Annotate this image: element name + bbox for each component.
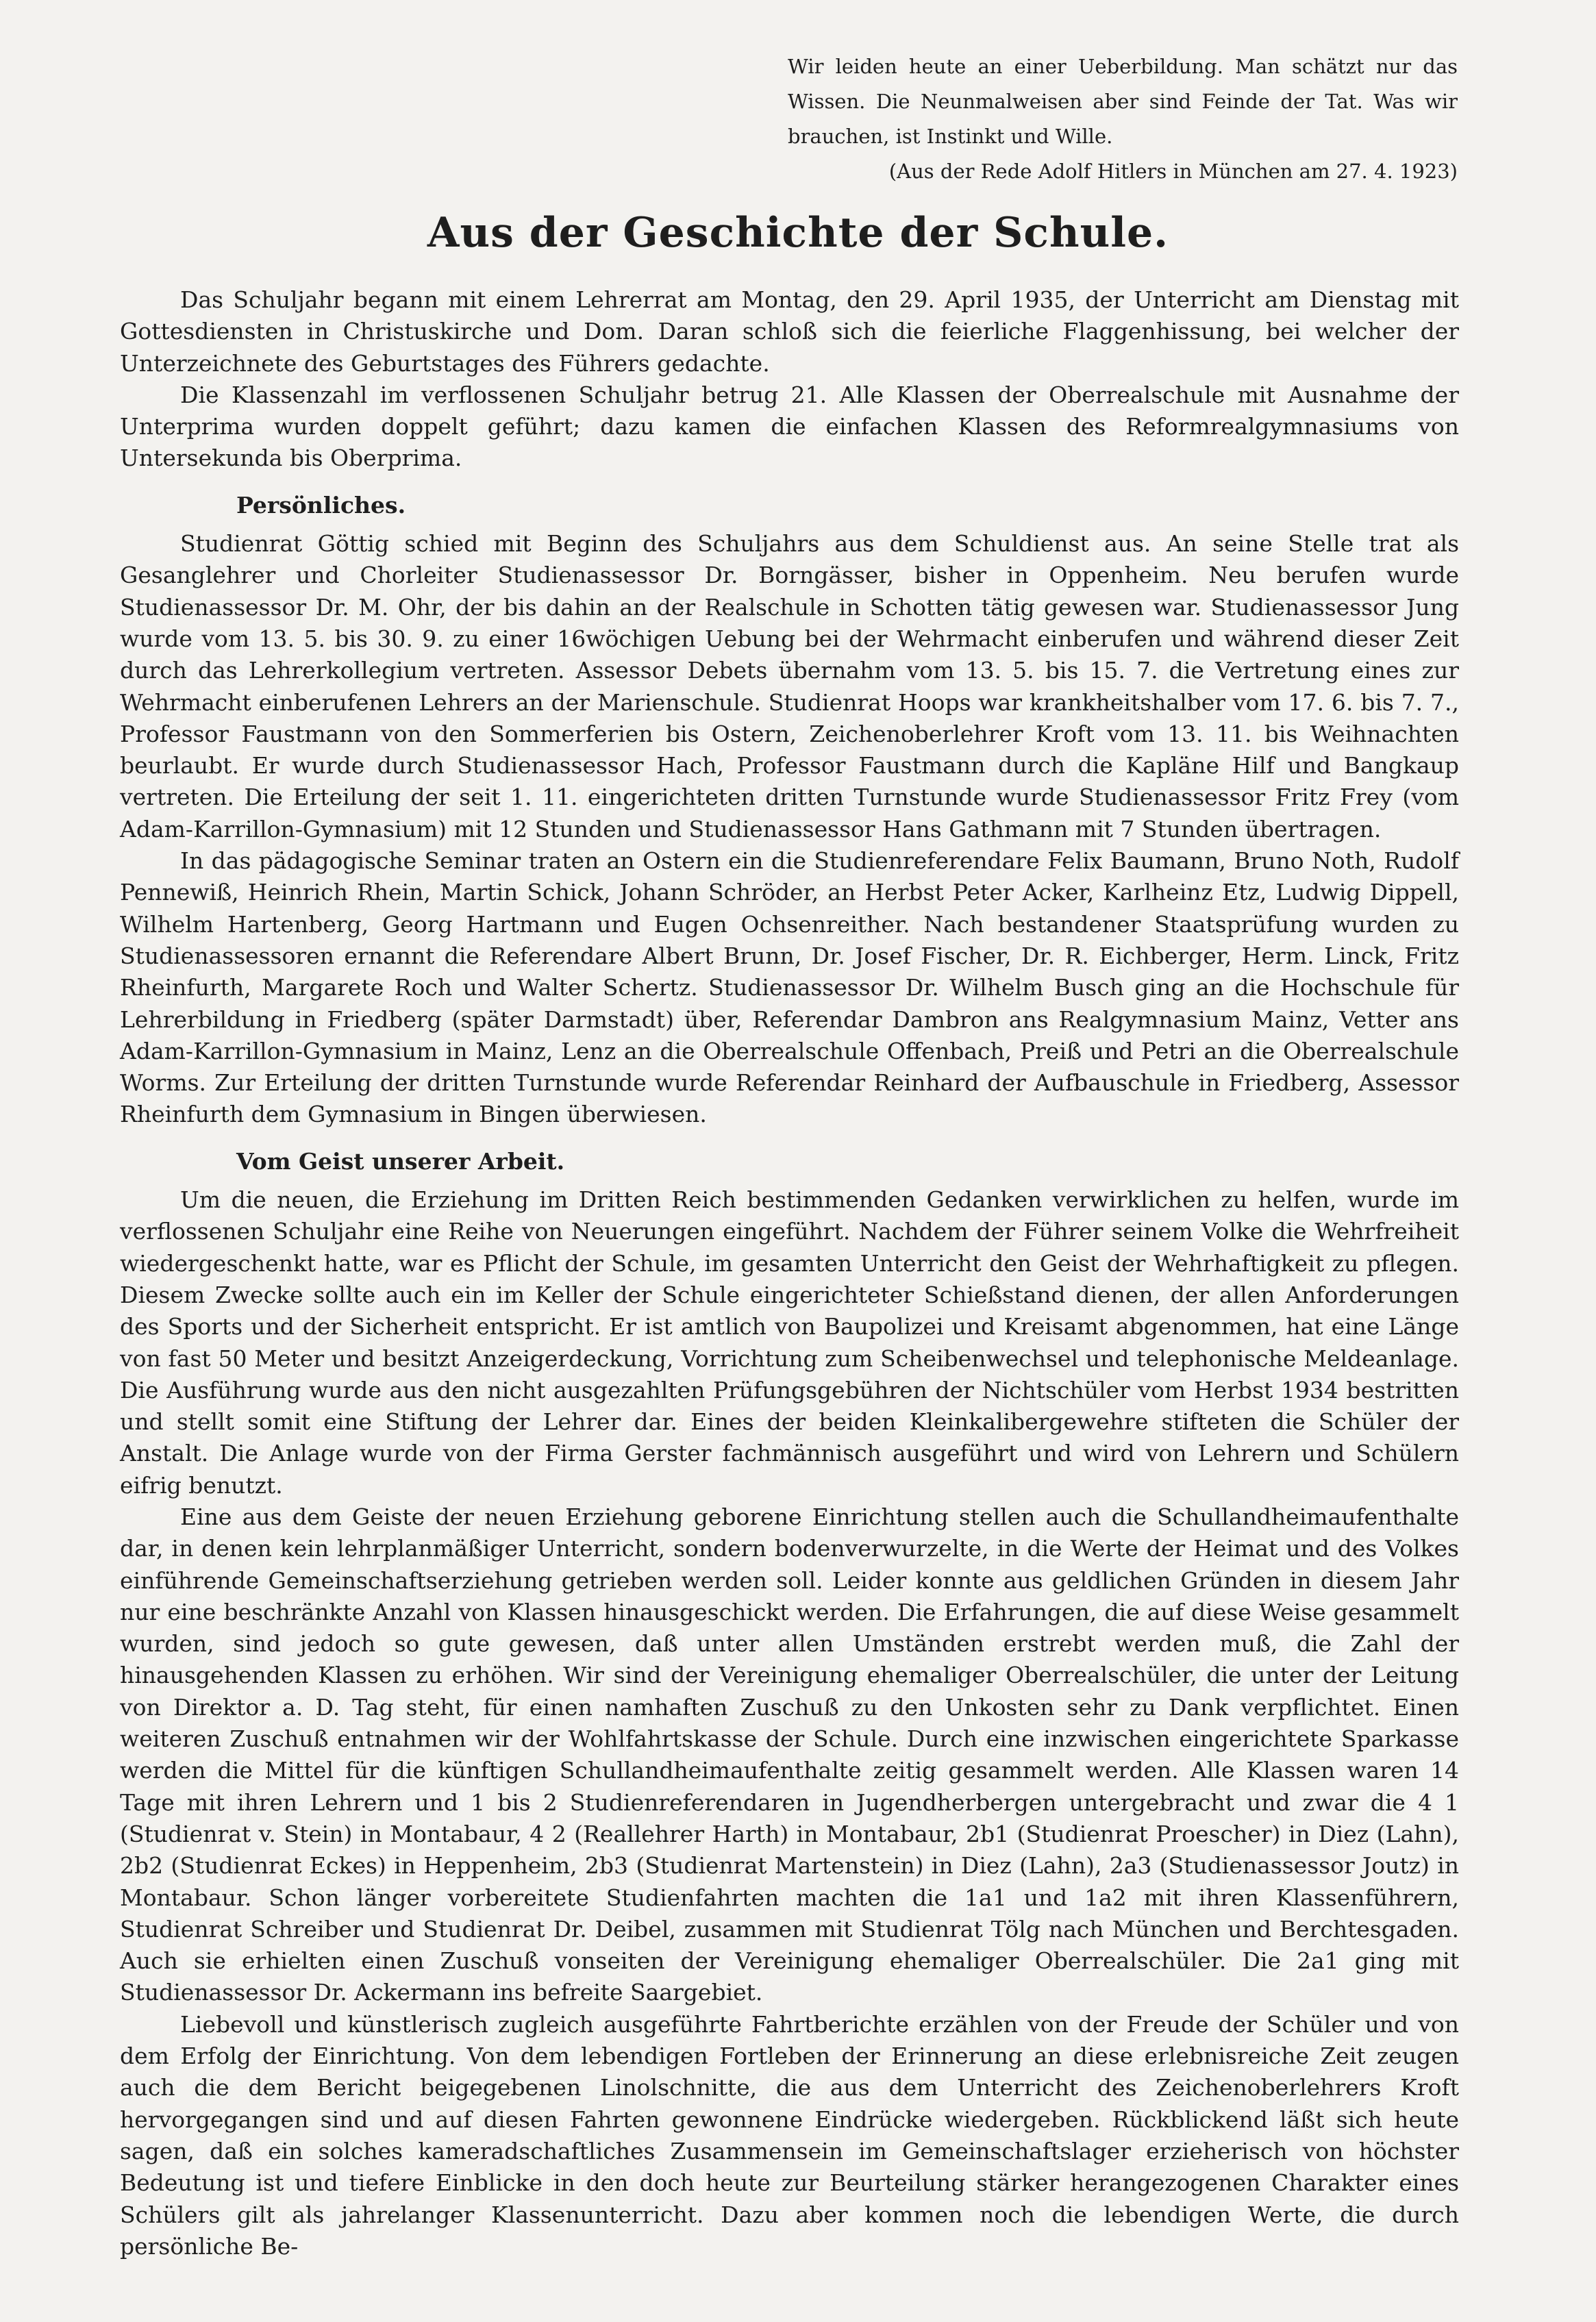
section-heading-personal: Persönliches. bbox=[236, 491, 406, 519]
section-paragraph: Liebevoll und künstlerisch zugleich ausgeführte Fahrtberichte erzählen von der Freude der Schüler und von dem Erfolg der Einrichtung. Von dem lebendigen Fortleben der Erinnerung an diese erlebnisreiche Zeit zeugen auch die dem Bericht beigegebenen Linolschnitte, die aus dem Unterricht des Zeichenoberlehrers Kroft hervorgegangen sind und auf diesen Fahrten gewonnene Eindrücke wiedergeben. Rückblickend läßt sich heute sagen, daß ein solches kameradschaftliches Zusammensein im Gemeinschaftslager erzieherisch von höchster Bedeutung ist und tiefere Einblicke in den doch heute zur Beurteilung stärker herangezogenen Charakter eines Schülers gilt als jahrelanger Klassenunterricht. Dazu aber kommen noch die lebendigen Werte, die durch persönliche Be- bbox=[120, 2010, 1459, 2260]
quote-text: Wir leiden heute an einer Ueberbildung. Man schätzt nur das Wissen. Die Neunmalweisen aber sind Feinde der Tat. Was wir brauchen, ist Instinkt und Wille. bbox=[788, 55, 1458, 148]
section-paragraph: Eine aus dem Geiste der neuen Erziehung geborene Einrichtung stellen auch die Schullandheimaufenthalte dar, in denen kein lehrplanmäßiger Unterricht, sondern bodenverwurzelte, in die Werte der Heimat und des Volkes einführende Gemeinschaftserziehung getrieben werden soll. Leider konnte aus geldlichen Gründen in diesem Jahr nur eine beschränkte Anzahl von Klassen hinausgeschickt werden. Die Erfahrungen, die auf diese Weise gesammelt wurden, sind jedoch so gute gewesen, daß unter allen Umständen erstrebt werden muß, die Zahl der hinausgehenden Klassen zu erhöhen. Wir sind der Vereinigung ehemaliger Oberrealschüler, die unter der Leitung von Direktor a. D. Tag steht, für einen namhaften Zuschuß zu den Unkosten sehr zu Dank verpflichtet. Einen weiteren Zuschuß entnahmen wir der Wohlfahrtskasse der Schule. Durch eine inzwischen eingerichtete Sparkasse werden die Mittel für die künftigen Schullandheimaufenthalte zeitig gesammelt werden. Alle Klassen waren 14 Tage mit ihren Lehrern und 1 bis 2 Studienreferendaren in Jugendherbergen untergebracht und zwar die 4 1 (Studienrat v. Stein) in Montabaur, 4 2 (Reallehrer Harth) in Montabaur, 2b1 (Studienrat Proescher) in Diez (Lahn), 2b2 (Studienrat Eckes) in Heppenheim, 2b3 (Studienrat Martenstein) in Diez (Lahn), 2a3 (Studienassessor Joutz) in Montabaur. Schon länger vorbereitete Studienfahrten machten die 1a1 und 1a2 mit ihren Klassenführern, Studienrat Schreiber und Studienrat Dr. Deibel, zusammen mit Studienrat Tölg nach München und Berchtesgaden. Auch sie erhielten einen Zuschuß vonseiten der Vereinigung ehemaliger Oberrealschüler. Die 2a1 ging mit Studienassessor Dr. Ackermann ins befreite Saargebiet. bbox=[120, 1503, 1459, 2006]
section-paragraph: Um die neuen, die Erziehung im Dritten Reich bestimmenden Gedanken verwirklichen zu helfen, wurde im verflossenen Schuljahr eine Reihe von Neuerungen eingeführt. Nachdem der Führer seinem Volke die Wehrfreiheit wiedergeschenkt hatte, war es Pflicht der Schule, im gesamten Unterricht den Geist der Wehrhaftigkeit zu pflegen. Diesem Zwecke sollte auch ein im Keller der Schule eingerichteter Schießstand dienen, der allen Anforderungen des Sports und der Sicherheit entspricht. Er ist amtlich von Baupolizei und Kreisamt abgenommen, hat eine Länge von fast 50 Meter und besitzt Anzeigerdeckung, Vorrichtung zum Scheibenwechsel und telephonische Meldeanlage. Die Ausführung wurde aus den nicht ausgezahlten Prüfungsgebühren der Nichtschüler vom Herbst 1934 bestritten und stellt somit eine Stiftung der Lehrer dar. Eines der beiden Kleinkalibergewehre stifteten die Schüler der Anstalt. Die Anlage wurde von der Firma Gerster fachmännisch ausgeführt und wird von Lehrern und Schülern eifrig benutzt. bbox=[120, 1186, 1459, 1499]
section-paragraph: In das pädagogische Seminar traten an Ostern ein die Studienreferendare Felix Baumann, Bruno Noth, Rudolf Pennewiß, Heinrich Rhein, Martin Schick, Johann Schröder, an Herbst Peter Acker, Karlheinz Etz, Ludwig Dippell, Wilhelm Hartenberg, Georg Hartmann und Eugen Ochsenreither. Nach bestandener Staatsprüfung wurden zu Studienassessoren ernannt die Referendare Albert Brunn, Dr. Josef Fischer, Dr. R. Eichberger, Herm. Linck, Fritz Rheinfurth, Margarete Roch und Walter Schertz. Studienassessor Dr. Wilhelm Busch ging an die Hochschule für Lehrerbildung in Friedberg (später Darmstadt) über, Referendar Dambron ans Realgymnasium Mainz, Vetter ans Adam-Karrillon-Gymnasium in Mainz, Lenz an die Oberrealschule Offenbach, Preiß und Petri an die Oberrealschule Worms. Zur Erteilung der dritten Turnstunde wurde Referendar Reinhard der Aufbauschule in Friedberg, Assessor Rheinfurth dem Gymnasium in Bingen überwiesen. bbox=[120, 847, 1459, 1128]
page-title: Aus der Geschichte der Schule. bbox=[427, 209, 1169, 257]
epigraph-quote bbox=[788, 49, 1458, 189]
section-paragraph: Studienrat Göttig schied mit Beginn des Schuljahrs aus dem Schuldienst aus. An seine Stelle trat als Gesanglehrer und Chorleiter Studienassessor Dr. Borngässer, bisher in Oppenheim. Neu berufen wurde Studienassessor Dr. M. Ohr, der bis dahin an der Realschule in Schotten tätig gewesen war. Studienassessor Jung wurde vom 13. 5. bis 30. 9. zu einer 16wöchigen Uebung bei der Wehrmacht einberufen und während dieser Zeit durch das Lehrerkollegium vertreten. Assessor Debets übernahm vom 13. 5. bis 15. 7. die Vertretung eines zur Wehrmacht einberufenen Lehrers an der Marienschule. Studienrat Hoops war krankheitshalber vom 17. 6. bis 7. 7., Professor Faustmann von den Sommerferien bis Ostern, Zeichenoberlehrer Kroft vom 13. 11. bis Weihnachten beurlaubt. Er wurde durch Studienassessor Hach, Professor Faustmann durch die Kapläne Hilf und Bangkaup vertreten. Die Erteilung der seit 1. 11. eingerichteten dritten Turnstunde wurde Studienassessor Fritz Frey (vom Adam-Karrillon-Gymnasium) mit 12 Stunden und Studienassessor Hans Gathmann mit 7 Stunden übertragen. bbox=[120, 530, 1459, 842]
section-heading-spirit: Vom Geist unserer Arbeit. bbox=[236, 1147, 565, 1175]
intro-paragraph: Die Klassenzahl im verflossenen Schuljahr betrug 21. Alle Klassen der Oberrealschule mit Ausnahme der Unterprima wurden doppelt geführt; dazu kamen die einfachen Klassen des Reformrealgymnasiums von Untersekunda bis Oberprima. bbox=[120, 381, 1459, 472]
intro-paragraph: Das Schuljahr begann mit einem Lehrerrat am Montag, den 29. April 1935, der Unterricht am Dienstag mit Gottesdiensten in Christuskirche und Dom. Daran schloß sich die feierliche Flaggenhissung, bei welcher der Unterzeichnete des Geburtstages des Führers gedachte. bbox=[120, 286, 1459, 377]
quote-source: (Aus der Rede Adolf Hitlers in München am 27. 4. 1923) bbox=[888, 160, 1458, 183]
article-body bbox=[120, 284, 1459, 2262]
